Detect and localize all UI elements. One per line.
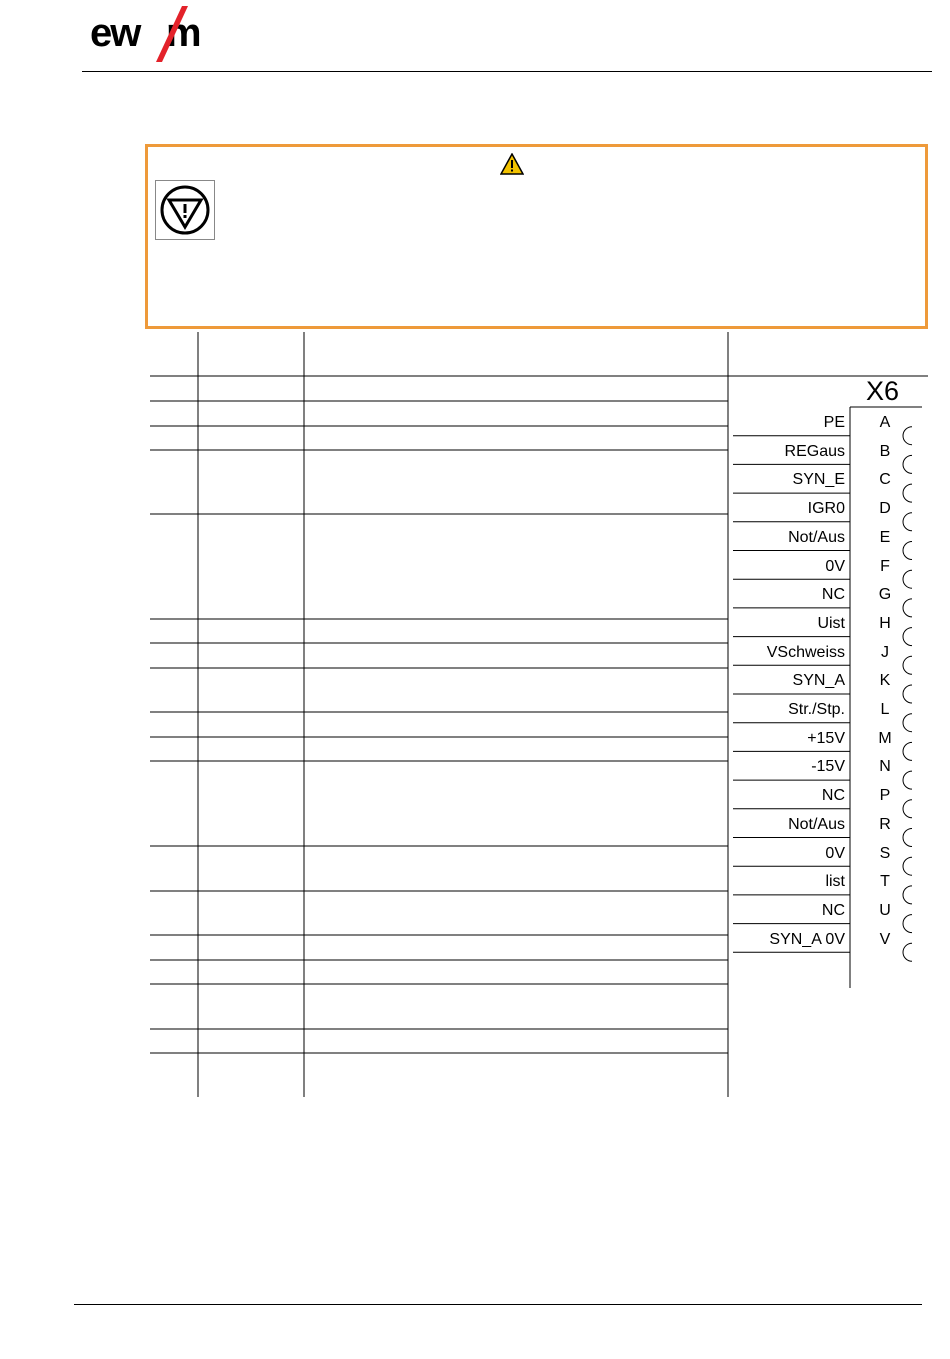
pin-letter: S xyxy=(879,844,891,862)
pin-contact-icon xyxy=(903,484,912,502)
svg-text:ew: ew xyxy=(90,11,140,55)
pin-signal-label: NC xyxy=(821,787,845,805)
pin-signal-label: Not/Aus xyxy=(788,815,845,833)
pin-signal-label: VSchweiss xyxy=(766,643,845,661)
pin-letter: N xyxy=(879,758,891,776)
pin-letter: L xyxy=(880,701,890,718)
pin-letter: G xyxy=(878,586,892,604)
pin-signal-label: 0V xyxy=(825,557,845,575)
pin-contact-icon xyxy=(903,915,912,933)
pin-contact-icon xyxy=(903,714,912,732)
pin-letter: R xyxy=(879,815,891,833)
pin-letter: D xyxy=(879,500,891,518)
pin-signal-label: Str./Stp. xyxy=(788,701,845,718)
pin-contact-icon xyxy=(903,570,912,588)
pin-signal-label: IGR0 xyxy=(807,500,845,518)
pin-letter: U xyxy=(879,901,891,919)
pin-signal-label: +15V xyxy=(807,729,845,747)
connector-title: X6 xyxy=(866,376,900,406)
pin-contact-icon xyxy=(903,771,912,789)
pin-signal-label: REGaus xyxy=(784,442,845,460)
pin-letter: M xyxy=(878,729,892,747)
pin-letter: T xyxy=(880,873,890,891)
pin-contact-icon xyxy=(903,800,912,818)
pin-signal-label: 0V xyxy=(825,844,845,862)
pin-contact-icon xyxy=(903,857,912,875)
pin-signal-label: SYN_E xyxy=(792,471,845,489)
pin-signal-label: Uist xyxy=(817,614,845,632)
pin-contact-icon xyxy=(903,943,912,961)
pin-signal-label: list xyxy=(825,873,845,891)
pin-contact-icon xyxy=(903,628,912,646)
pin-letter: A xyxy=(879,414,891,431)
pin-signal-label: NC xyxy=(821,586,845,604)
pin-signal-label: SYN_A xyxy=(792,672,845,690)
pin-letter: F xyxy=(880,557,890,575)
svg-text:m: m xyxy=(166,11,202,55)
pin-contact-icon xyxy=(903,599,912,617)
pin-letter: P xyxy=(879,787,891,805)
pin-contact-icon xyxy=(903,455,912,473)
pin-signal-label: SYN_A 0V xyxy=(769,930,845,948)
pin-letter: E xyxy=(879,528,891,546)
pin-signal-label: NC xyxy=(821,901,845,919)
pin-signal-label: PE xyxy=(823,414,845,431)
pin-signal-label: -15V xyxy=(811,758,845,776)
pin-letter: J xyxy=(881,643,889,661)
pin-contact-icon xyxy=(903,829,912,847)
pin-signal-label: Not/Aus xyxy=(788,528,845,546)
pin-letter: H xyxy=(879,614,891,632)
pin-contact-icon xyxy=(903,742,912,760)
pin-contact-icon xyxy=(903,685,912,703)
pin-letter: V xyxy=(879,930,891,948)
footer-rule xyxy=(74,1304,922,1305)
pin-letter: K xyxy=(879,672,891,690)
pin-contact-icon xyxy=(903,656,912,674)
pin-contact-icon xyxy=(903,513,912,531)
pin-contact-icon xyxy=(903,886,912,904)
pin-letter: C xyxy=(879,471,891,489)
pin-letter: B xyxy=(879,442,891,460)
pin-contact-icon xyxy=(903,542,912,560)
pin-contact-icon xyxy=(903,427,912,445)
